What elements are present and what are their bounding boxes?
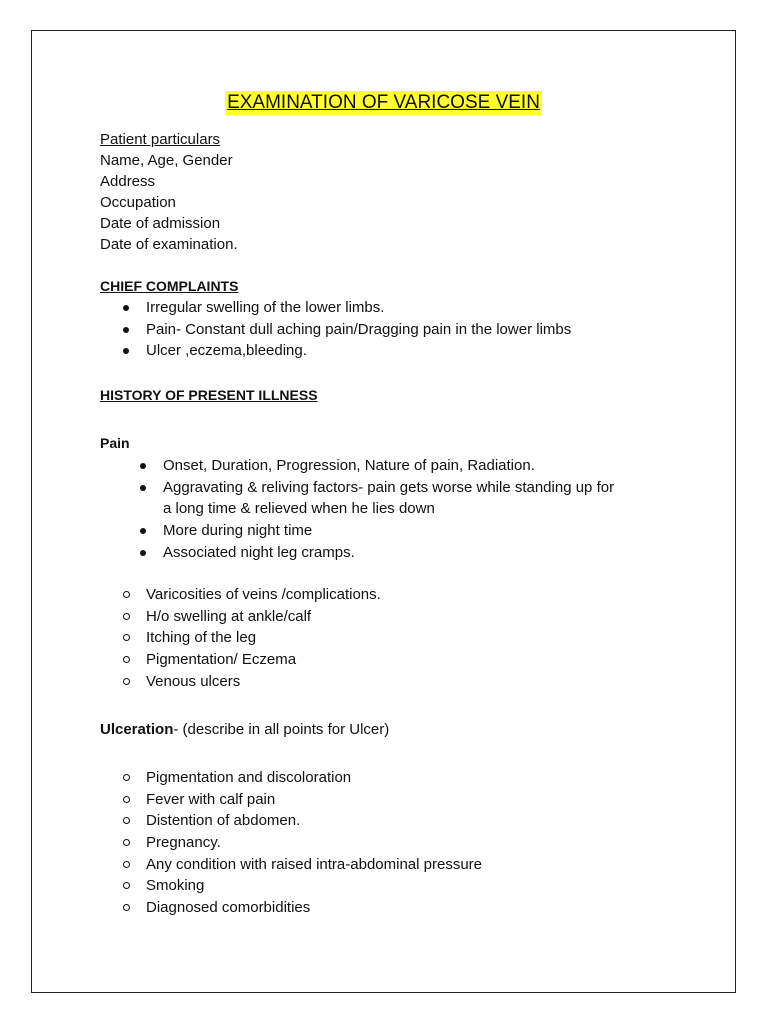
list-item: Ulcer ,eczema,bleeding. bbox=[100, 340, 571, 362]
list-item: Irregular swelling of the lower limbs. bbox=[100, 297, 571, 319]
circle-bullet-icon bbox=[123, 817, 130, 824]
list-item: Pigmentation/ Eczema bbox=[100, 649, 381, 671]
patient-field: Occupation bbox=[100, 194, 176, 211]
patient-particulars-heading: Patient particulars bbox=[100, 131, 221, 148]
history-section bbox=[100, 385, 318, 406]
list-item: Fever with calf pain bbox=[100, 789, 482, 811]
list-item: Pregnancy. bbox=[100, 832, 482, 854]
list-item: More during night time bbox=[100, 520, 614, 542]
list-item: Diagnosed comorbidities bbox=[100, 897, 482, 919]
circle-bullet-icon bbox=[123, 861, 130, 868]
chief-complaints-list bbox=[100, 297, 571, 362]
chief-complaints-heading: CHIEF COMPLAINTS bbox=[100, 278, 239, 294]
list-item: Aggravating & reliving factors- pain gets worse while standing up for bbox=[100, 477, 614, 499]
list-item: Distention of abdomen. bbox=[100, 810, 482, 832]
circle-bullet-icon bbox=[123, 774, 130, 781]
ulceration-list bbox=[100, 767, 482, 919]
bullet-icon bbox=[140, 485, 146, 491]
list-item: Pigmentation and discoloration bbox=[100, 767, 482, 789]
bullet-icon bbox=[140, 463, 146, 469]
list-item: Itching of the leg bbox=[100, 627, 381, 649]
list-item: Smoking bbox=[100, 875, 482, 897]
patient-field: Name, Age, Gender bbox=[100, 152, 233, 169]
circle-bullet-icon bbox=[123, 882, 130, 889]
pain-label: Pain bbox=[100, 435, 130, 451]
ulceration-line bbox=[100, 719, 389, 740]
bullet-icon bbox=[123, 327, 129, 333]
pain-list bbox=[100, 455, 614, 563]
patient-field: Address bbox=[100, 173, 156, 190]
list-item: Associated night leg cramps. bbox=[100, 542, 614, 564]
list-item: Varicosities of veins /complications. bbox=[100, 584, 381, 606]
history-heading: HISTORY OF PRESENT ILLNESS bbox=[100, 387, 318, 403]
list-item: Onset, Duration, Progression, Nature of pain, Radiation. bbox=[100, 455, 614, 477]
bullet-icon bbox=[123, 348, 129, 354]
circle-bullet-icon bbox=[123, 904, 130, 911]
circle-bullet-icon bbox=[123, 613, 130, 620]
list-item: H/o swelling at ankle/calf bbox=[100, 606, 381, 628]
history-other-list bbox=[100, 584, 381, 692]
circle-bullet-icon bbox=[123, 634, 130, 641]
circle-bullet-icon bbox=[123, 678, 130, 685]
document-title: EXAMINATION OF VARICOSE VEIN bbox=[227, 92, 540, 113]
list-item: Pain- Constant dull aching pain/Dragging pain in the lower limbs bbox=[100, 319, 571, 341]
list-item: Any condition with raised intra-abdominal pressure bbox=[100, 854, 482, 876]
patient-particulars-section bbox=[100, 129, 238, 255]
chief-complaints-section bbox=[100, 276, 238, 297]
document-page bbox=[31, 30, 736, 993]
ulceration-note: - (describe in all points for Ulcer) bbox=[173, 721, 390, 738]
list-item: Venous ulcers bbox=[100, 671, 381, 693]
ulceration-label: Ulceration bbox=[100, 721, 174, 738]
circle-bullet-icon bbox=[123, 839, 130, 846]
bullet-icon bbox=[140, 550, 146, 556]
patient-field: Date of examination. bbox=[100, 236, 238, 253]
circle-bullet-icon bbox=[123, 796, 130, 803]
list-item-continuation: a long time & relieved when he lies down bbox=[163, 500, 435, 518]
bullet-icon bbox=[123, 305, 129, 311]
circle-bullet-icon bbox=[123, 591, 130, 598]
patient-field: Date of admission bbox=[100, 215, 221, 232]
bullet-icon bbox=[140, 528, 146, 534]
circle-bullet-icon bbox=[123, 656, 130, 663]
